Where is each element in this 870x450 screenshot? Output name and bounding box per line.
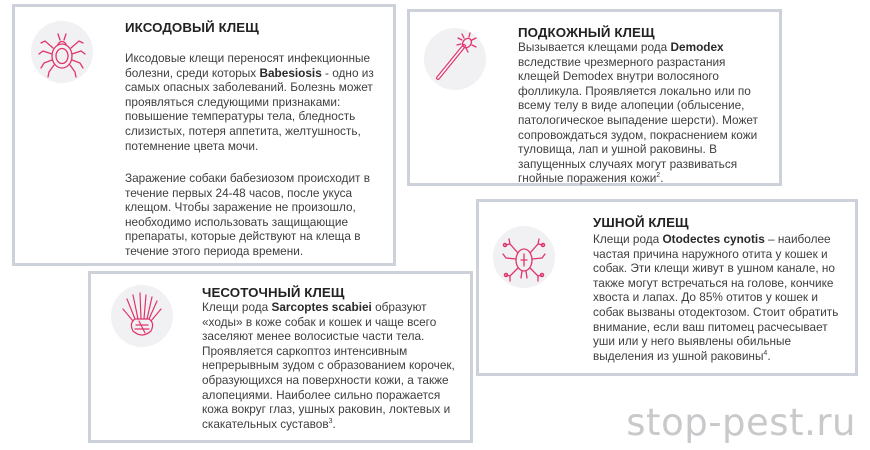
scabies-mite-icon	[111, 285, 173, 347]
card-text: Иксодовые клещи переносят инфекционные болезни, среди которых Babesiosis - одно из самых опасных заболеваний. Болезнь может проявляться следующими признаками: повышение температуры тела, бледность слизистых, потеря аппетита, желтушность, потемнение цвета мочи.	[125, 51, 374, 153]
ear-mite-icon	[493, 226, 555, 288]
card-title: УШНОЙ КЛЕЩ	[593, 215, 689, 230]
tick-icon	[31, 21, 93, 83]
watermark: stop-pest.ru	[626, 401, 856, 444]
card-ear-mite	[476, 199, 858, 376]
card-text: Клещи рода Sarcoptes scabiei образуют «ходы» в коже собак и кошек и чаще всего заселяют менее волосистые части тела. Проявляется саркоптоз интенсивным непрерывным зудом с образованием корочек, образующихся на поверхности кожи, а также алопециями. Наиболее сильно поражается кожа вокруг глаз, ушных раковин, локтевых и скакательных суставов$^3$.	[202, 300, 455, 431]
card-ixodid-tick	[12, 4, 396, 266]
card-text-2: Заражение собаки бабезиозом происходит в течение первых 24-48 часов, после укуса клещом. Чтобы заражение не произошло, необходимо использовать защищающие препараты, которые действуют на клеща в течение этого периода времени.	[125, 171, 370, 258]
card-scabies-mite	[88, 271, 473, 443]
card-text: Вызывается клещами рода Demodex вследствие чрезмерного разрастания клещей Demodex внутри волосяного фолликула. Проявляется локально или по всему телу в виде алопеции (облысение, патологическое выпадение шерсти). Может сопровождаться зудом, покраснением кожи туловища, лап и ушной раковины. В запущенных случаях могут развиваться гнойные поражения кожи$^2$.	[518, 40, 758, 186]
demodex-mite-icon	[424, 28, 486, 90]
card-title: ЧЕСОТОЧНЫЙ КЛЕЩ	[202, 285, 345, 300]
card-demodex	[407, 9, 782, 186]
card-title: ИКСОДОВЫЙ КЛЕЩ	[125, 20, 259, 35]
card-title: ПОДКОЖНЫЙ КЛЕЩ	[518, 25, 655, 40]
card-text: Клещи рода Otodectes cynotis – наиболее частая причина наружного отита у кошек и собак. Эти клещи живут в ушном канале, но также могут встречаться на голове, кончике хвоста и лапах. До 85% отитов у кошек и собак вызваны отодектозом. Стоит обратить внимание, если ваш питомец расчесывает уши или у него выявлены обильные выделения из ушной раковины$^4$.	[593, 232, 839, 363]
